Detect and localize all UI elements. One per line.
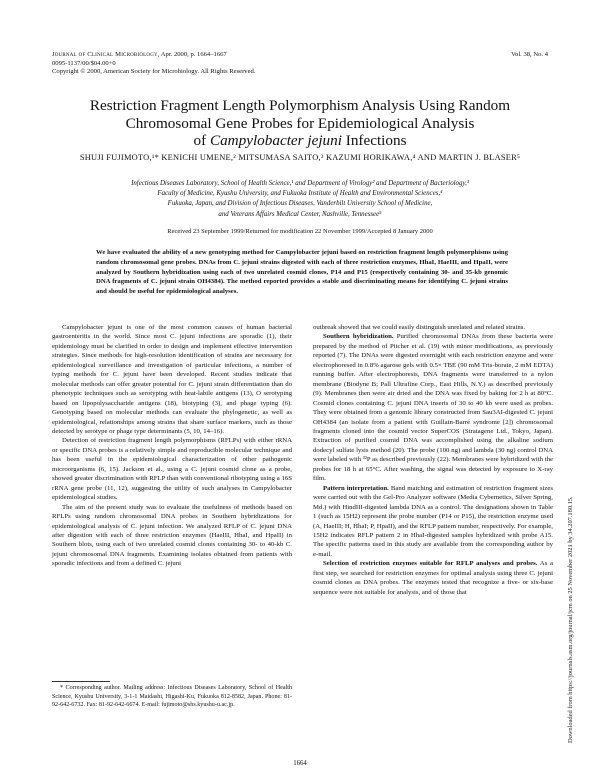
species-name: Campylobacter jejuni [209, 132, 342, 149]
paragraph: Detection of restriction fragment length polymorphisms (RFLPs) with either rRNA or specific DNA probes is a relatively simple and reproducible molecular technique and has been useful in the epidemiological characterization of other pathogenic microorganisms (6, 15). Jackson et al., using a C. jejuni cosmid clone as a probe, showed greater discrimination with RFLP than with conventional ribotyping using a 16S rRNA gene probe (11, 12), suggesting the utility of such analyses in Campylobacter epidemiological studies. [52, 437, 292, 502]
section-heading: Southern hybridization. [323, 333, 394, 341]
footnote-divider [52, 681, 110, 682]
section-body: Purified chromosomal DNAs from these bacteria were prepared by the method of Pitcher et al. (19) with minor modifications, as previously reported (7). The DNAs were digested overnight with each restriction enzyme and were electrophoresed in 0.8% agarose gels with 0.5× TBE (90 mM Tris-borate, 2 mM EDTA) running buffer. After electrophoresis, DNA fragments were transferred to a nylon membrane (Biodyne B; Pall Ultrafine Corp., East Hills, N.Y.) as described previously (9). Membranes then were air dried and the DNA was fixed by baking for 2 h at 80°C. Cosmid clones containing C. jejuni DNA inserts of 30 to 40 kb were used as probes. They were obtained from a genomic library constructed from Sau3AI-digested C. jejuni OH4384 (an isolate from a patient with Guillain-Barré syndrome [2]) chromosomal fragments cloned into the cosmid vector SuperCOS (Stratagene Ltd., Tokyo, Japan). Extraction of purified cosmid DNA was accomplished using the alkaline sodium dodecyl sulfate lysis method (20). The probe (100 ng) and lambda (30 ng) control DNA were labeled with ³²P as described previously (22). Membranes were hybridized with the probes for 18 h at 65°C. After washing, the signal was detected by exposure to X-ray film. [313, 333, 554, 483]
left-column [52, 323, 292, 569]
section-southern-hybridization [313, 332, 553, 483]
abstract: We have evaluated the ability of a new genotyping method for Campylobacter jejuni based on restriction fragment length polymorphisms using random chromosomal gene probes. DNAs from C. jejuni strains digested with each of three restriction enzymes, HhaI, HaeIII, and HpaII, were analyzed by Southern hybridization using each of two unrelated cosmid clones, P14 and P15 (respectively containing 30- and 35-kb genomic DNA fragments of C. jejuni strain OH4384). The method reported provides a stable and discriminating means for identifying C. jejuni strains and should be useful for epidemiological analyses. [96, 249, 508, 296]
section-enzyme-selection [313, 559, 553, 597]
issn: 0095-1137/00/$04.00+0 [52, 59, 116, 67]
affiliation-line: Fukuoka, Japan, and Division of Infectious Diseases, Vanderbilt University School of Medicine, [167, 200, 433, 208]
copyright: Copyright © 2000, American Society for Microbiology. All Rights Reserved. [52, 68, 256, 76]
paragraph: The aim of the present study was to evaluate the usefulness of methods based on RFLPs using random chromosomal DNA probes in Southern hybridizations for epidemiological analysis of C. jejuni infection. We analyzed RFLP of C. jejuni DNA after digestion with each of three restriction enzymes (HaeIII, HhaI, and HpaII) in Southern blots, using each of two unrelated cosmid clones containing 30- to 40-kb C. jejuni chromosomal DNA fragments. Examining isolates obtained from patients with sporadic infections and from a defined C. jejuni [52, 503, 292, 568]
page-number: 1664 [293, 760, 307, 767]
affiliations [60, 179, 540, 220]
title-line-1: Restriction Fragment Length Polymorphism Analysis Using Random [89, 97, 511, 114]
volume-info: Vol. 38, No. 4 [511, 51, 548, 58]
author-list: SHUJI FUJIMOTO,¹* KENICHI UMENE,² MITSUMASA SAITO,³ KAZUMI HORIKAWA,⁴ AND MARTIN J. BLASER⁵ [79, 153, 521, 162]
right-column [313, 323, 553, 597]
issue-date: Apr. 2000, p. 1664–1667 [160, 51, 227, 58]
corresponding-author-footnote: * Corresponding author. Mailing address: Infectious Diseases Laboratory, School of Health Science, Kyushu University, 3-1-1 Maidashi, Higashi-Ku, Fukuoka 812-8582, Japan. Phone: 81-92-642-6732. Fax: 81-92-642-6674. E-mail: fujimoto@shs.kyushu-u.ac.jp. [52, 685, 292, 708]
section-heading: Pattern interpretation. [323, 484, 389, 492]
download-watermark: Downloaded from https://journals.asm.org/journal/jcm on 25 November 2021 by 34.207.180.15. [567, 496, 574, 743]
article-title [40, 97, 560, 150]
section-body: Band matching and estimation of restriction fragment sizes were carried out with the Gel-Pro Analyzer software (Media Cybernetics, Silver Spring, Md.) with HindIII-digested lambda DNA as a control. The designations shown in Table 1 (such as 15H2) represent the probe number (P14 or P15), the restriction enzyme used (A, HaeIII; H, HhaI; P, HpaII), and the RFLP pattern number, respectively. For example, 15H2 indicates RFLP pattern 2 in HhaI-digested samples hybridized with probe A15. The specific patterns used in this study are available from the corresponding author by e-mail. [313, 484, 554, 558]
title-line-2: Chromosomal Gene Probes for Epidemiological Analysis [125, 114, 475, 132]
section-heading: Selection of restriction enzymes suitable for RFLP analyses and probes. [323, 560, 538, 568]
affiliation-line: Infectious Diseases Laboratory, School of Health Science,¹ and Department of Virology² and Department of Bacteriology,³ [131, 180, 469, 187]
affiliation-line: and Veterans Affairs Medical Center, Nashville, Tennessee⁵ [218, 210, 382, 218]
section-body: As a first step, we searched for restriction enzymes for optimal analysis using three C. jejuni cosmid clones as DNA probes. The enzymes tested that recognize a five- or six-base sequence were not suitable for analysis, and of those that [313, 560, 553, 596]
title-line-3: of Campylobacter jejuni Infections [193, 132, 407, 149]
paragraph: outbreak showed that we could easily distinguish unrelated and related strains. [313, 324, 526, 331]
affiliation-line: Faculty of Medicine, Kyushu University, and Fukuoka Institute of Health and Environmental Sciences,⁴ [157, 190, 443, 198]
section-pattern-interpretation [313, 484, 553, 560]
received-dates: Received 23 September 1999/Returned for modification 22 November 1999/Accepted 8 January 2000 [167, 228, 433, 235]
journal-name: Journal of Clinical Microbiology [52, 51, 158, 58]
running-header-left: Journal of Clinical Microbiology, Apr. 2000, p. 1664–1667 0095-1137/00/$04.00+0 Copyright © 2000, American Society for Microbiology. All Rights Reserved. [52, 51, 256, 76]
paragraph: Campylobacter jejuni is one of the most common causes of human bacterial gastroenteritis in the world. Since most C. jejuni infections are sporadic (1), their epidemiology must be clarified in order to design and implement effective intervention strategies. Since methods for high-resolution identification of strains are necessary for epidemiological surveillance and investigation of particular infections, a number of typing methods for C. jejuni have been developed. Recent studies indicate that molecular methods can offer greater potential for C. jejuni strain differentiation than do phenotypic techniques such as serotyping with heat-labile antigens (13), O serotyping based on lipopolysaccharide antigens (18), biotyping (3), and phage typing (6). Genotyping based on molecular methods can evaluate the phylogenetic, as well as epidemiological, relationships among strains that share surface markers, such as those detected by serotype or phage type determinants (5, 10, 14–16). [52, 324, 292, 435]
